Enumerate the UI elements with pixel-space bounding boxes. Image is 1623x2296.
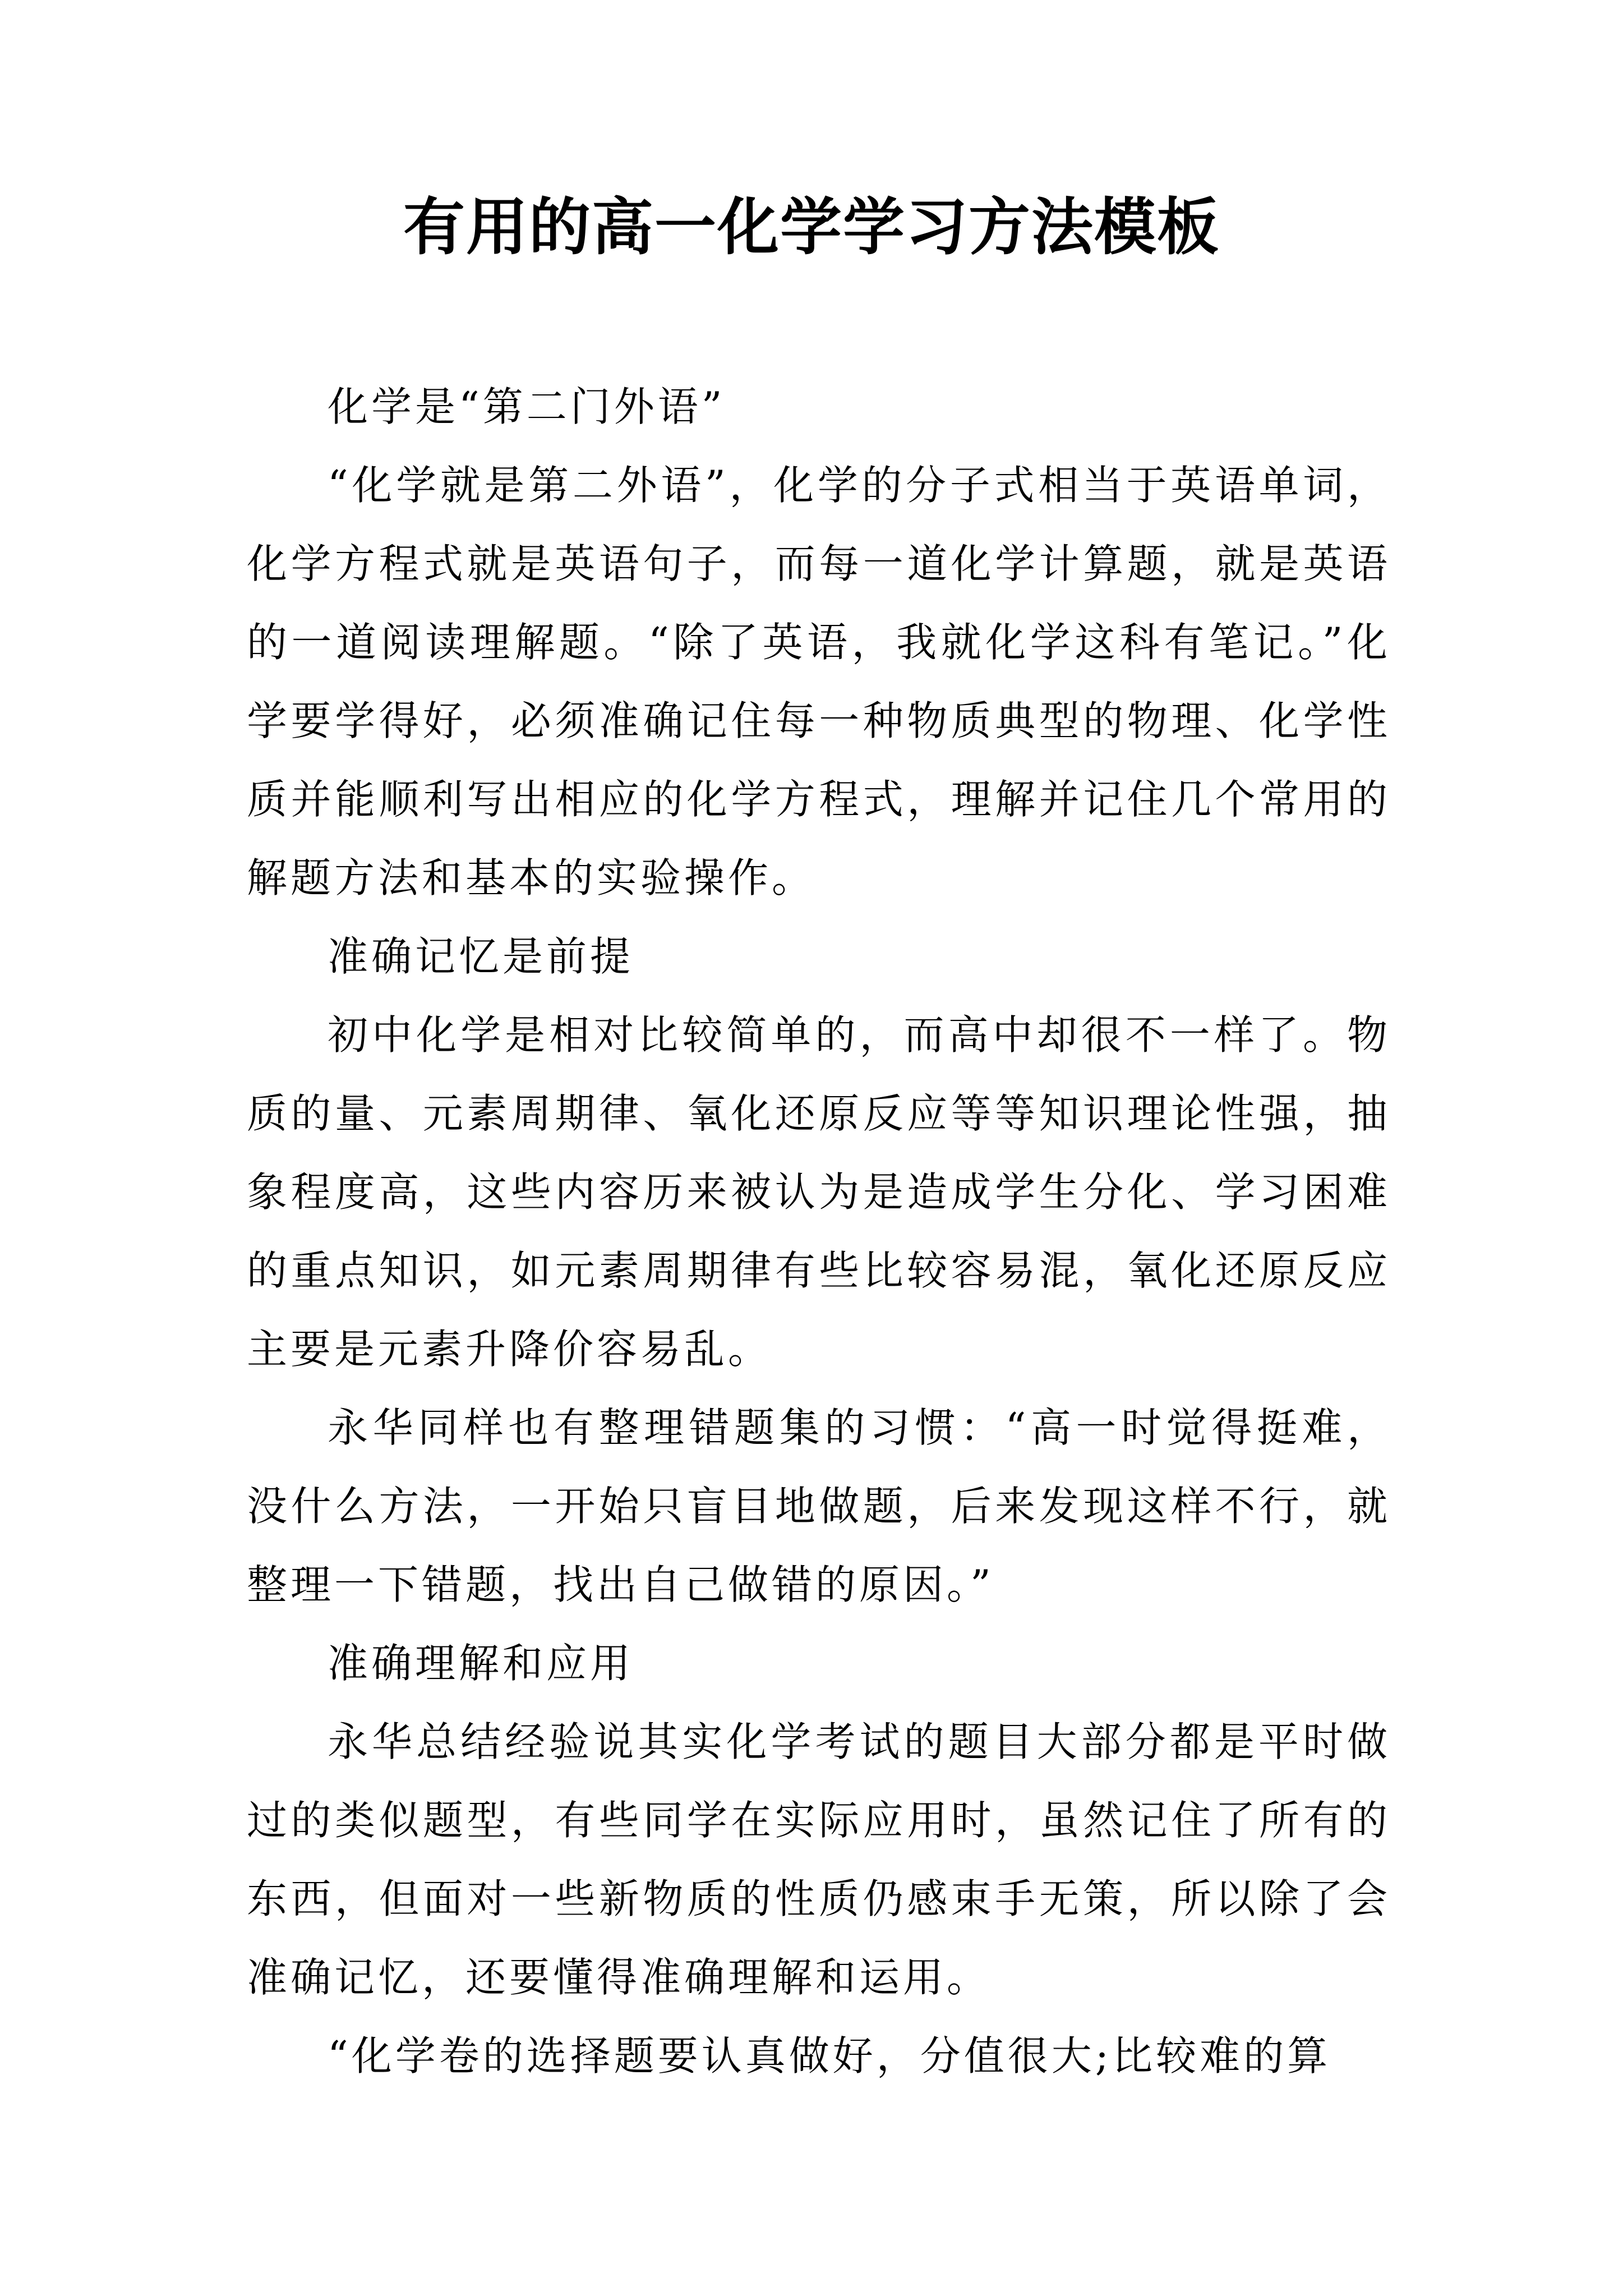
paragraph: “化学就是第二外语”，化学的分子式相当于英语单词，化学方程式就是英语句子，而每一道化学计算题，就是英语的一道阅读理解题。“除了英语，我就化学这科有笔记。”化学要学得好，必须准确记住每一种物质典型的物理、化学性质并能顺利写出相应的化学方程式，理解并记住几个常用的解题方法和基本的实验操作。	[247, 462, 1391, 901]
paragraph: 永华同样也有整理错题集的习惯：“高一时觉得挺难，没什么方法，一开始只盲目地做题，后来发现这样不行，就整理一下错题，找出自己做错的原因。”	[247, 1404, 1391, 1608]
section-heading-understanding-application: 准确理解和应用	[328, 1640, 634, 1687]
paragraph: “化学卷的选择题要认真做好，分值很大;比较难的算	[328, 2032, 1331, 2079]
paragraph: 永华总结经验说其实化学考试的题目大部分都是平时做过的类似题型，有些同学在实际应用时，虽然记住了所有的东西，但面对一些新物质的性质仍感束手无策，所以除了会准确记忆，还要懂得准确理解和运用。	[247, 1718, 1391, 2001]
section-heading-accurate-memory: 准确记忆是前提	[328, 933, 634, 980]
document-body	[247, 367, 1391, 2095]
document-title: 有用的高一化学学习方法模板	[403, 191, 1220, 263]
paragraph: 初中化学是相对比较简单的，而高中却很不一样了。物质的量、元素周期律、氧化还原反应等等知识理论性强，抽象程度高，这些内容历来被认为是造成学生分化、学习困难的重点知识，如元素周期律有些比较容易混，氧化还原反应主要是元素升降价容易乱。	[247, 1011, 1391, 1373]
section-heading-second-language: 化学是“第二门外语”	[328, 383, 726, 430]
